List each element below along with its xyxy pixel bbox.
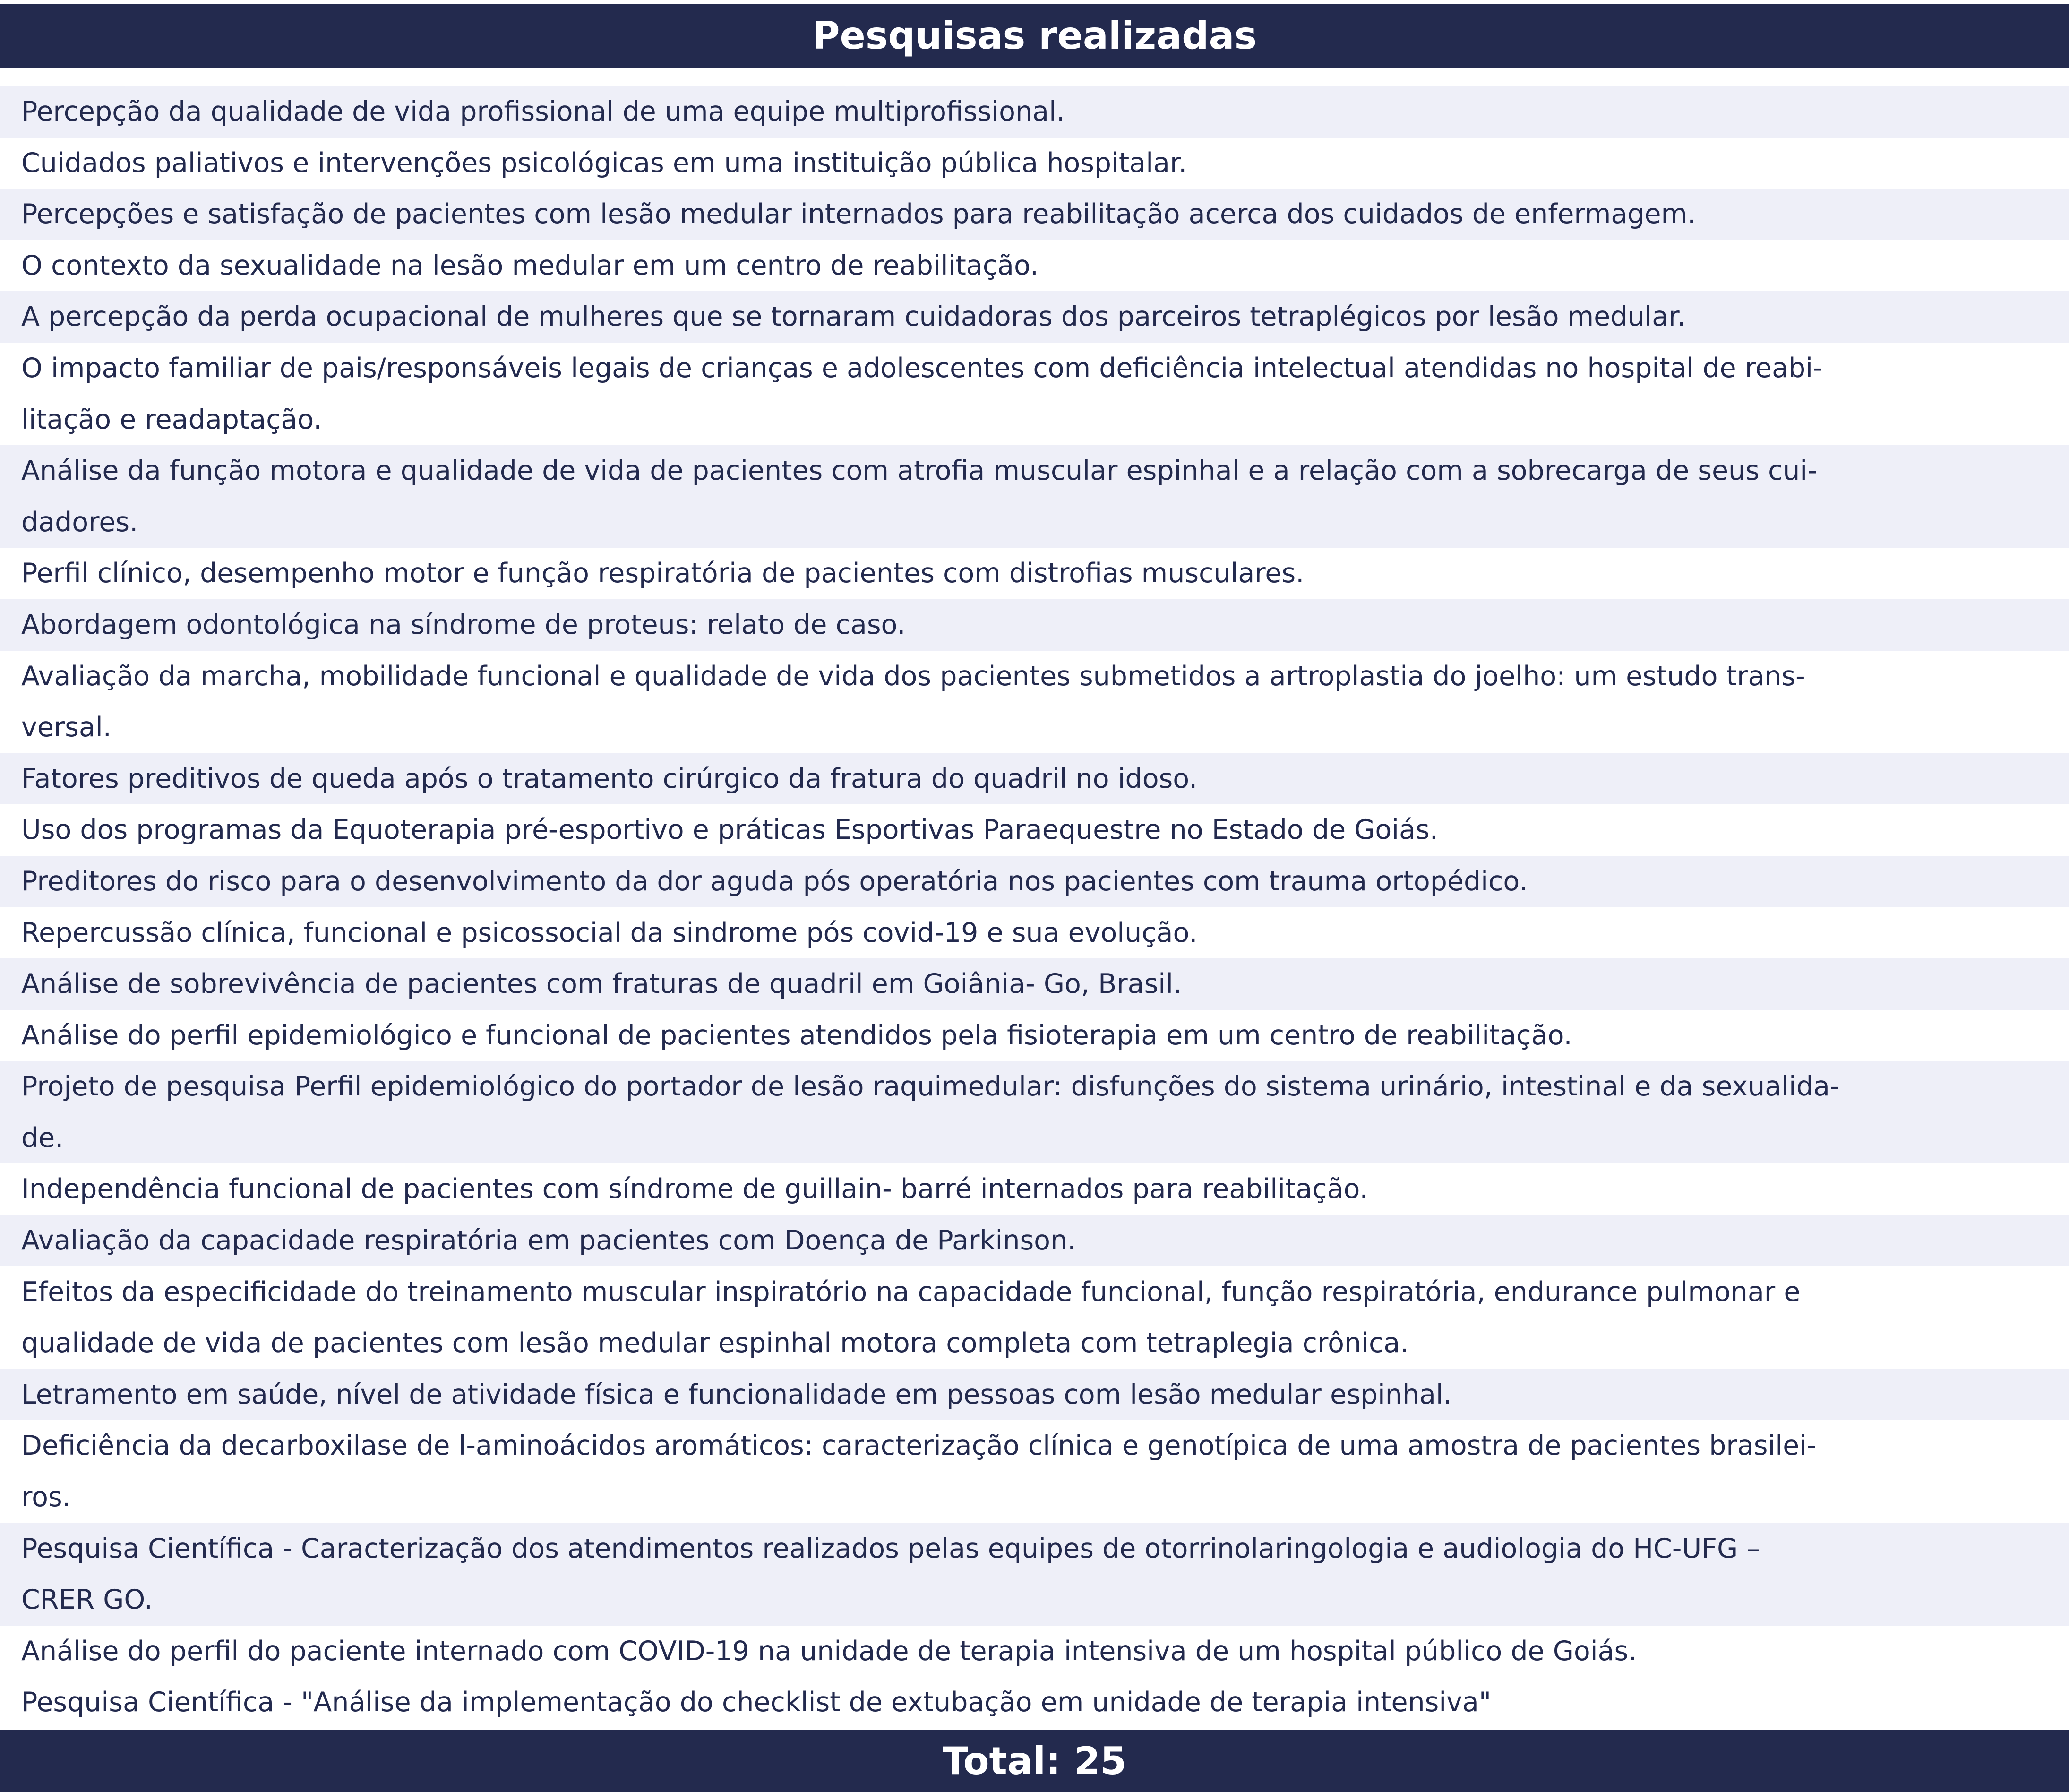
list-item: Repercussão clínica, funcional e psicossocial da sindrome pós covid-19 e sua evolução. <box>0 907 2069 959</box>
list-item: Análise da função motora e qualidade de vida de pacientes com atrofia muscular espinhal e a relação com a sobrecarga de seus cui- dadores. <box>0 445 2069 548</box>
list-item: Perfil clínico, desempenho motor e função respiratória de pacientes com distrofias musculares. <box>0 548 2069 599</box>
list-item: Fatores preditivos de queda após o tratamento cirúrgico da fratura do quadril no idoso. <box>0 753 2069 805</box>
list-item: A percepção da perda ocupacional de mulheres que se tornaram cuidadoras dos parceiros tetraplégicos por lesão medular. <box>0 291 2069 343</box>
list-item: Avaliação da capacidade respiratória em pacientes com Doença de Parkinson. <box>0 1215 2069 1266</box>
list-item: Preditores do risco para o desenvolvimento da dor aguda pós operatória nos pacientes com trauma ortopédico. <box>0 856 2069 907</box>
list-item: Deficiência da decarboxilase de l-aminoácidos aromáticos: caracterização clínica e genotípica de uma amostra de pacientes brasilei- ros. <box>0 1420 2069 1523</box>
list-item: O contexto da sexualidade na lesão medular em um centro de reabilitação. <box>0 240 2069 292</box>
list-item: Análise do perfil epidemiológico e funcional de pacientes atendidos pela fisioterapia em um centro de reabilitação. <box>0 1010 2069 1061</box>
list-item: Pesquisa Científica - "Análise da implementação do checklist de extubação em unidade de terapia intensiva" <box>0 1677 2069 1728</box>
list-item: Letramento em saúde, nível de atividade física e funcionalidade em pessoas com lesão medular espinhal. <box>0 1369 2069 1421</box>
list-item: Análise do perfil do paciente internado com COVID-19 na unidade de terapia intensiva de um hospital público de Goiás. <box>0 1626 2069 1677</box>
list-item: Abordagem odontológica na síndrome de proteus: relato de caso. <box>0 599 2069 651</box>
list-item: Independência funcional de pacientes com síndrome de guillain- barré internados para reabilitação. <box>0 1163 2069 1215</box>
list-item: Uso dos programas da Equoterapia pré-esportivo e práticas Esportivas Paraequestre no Estado de Goiás. <box>0 804 2069 856</box>
list-item: Projeto de pesquisa Perfil epidemiológico do portador de lesão raquimedular: disfunções do sistema urinário, intestinal e da sexualida- de. <box>0 1061 2069 1163</box>
total-count: Total: 25 <box>0 1730 2069 1792</box>
list-item: O impacto familiar de pais/responsáveis legais de crianças e adolescentes com deficiência intelectual atendidas no hospital de reabi- litação e readaptação. <box>0 343 2069 445</box>
list-item: Pesquisa Científica - Caracterização dos atendimentos realizados pelas equipes de otorrinolaringologia e audiologia do HC-UFG – CRER GO. <box>0 1523 2069 1626</box>
list-item: Cuidados paliativos e intervenções psicológicas em uma instituição pública hospitalar. <box>0 138 2069 189</box>
list-item: Percepção da qualidade de vida profissional de uma equipe multiprofissional. <box>0 86 2069 138</box>
list-item: Análise de sobrevivência de pacientes com fraturas de quadril em Goiânia- Go, Brasil. <box>0 958 2069 1010</box>
list-item: Avaliação da marcha, mobilidade funcional e qualidade de vida dos pacientes submetidos a artroplastia do joelho: um estudo trans- versal. <box>0 651 2069 753</box>
research-list <box>0 86 2069 1728</box>
page-title: Pesquisas realizadas <box>0 4 2069 68</box>
list-item: Percepções e satisfação de pacientes com lesão medular internados para reabilitação acerca dos cuidados de enfermagem. <box>0 189 2069 240</box>
list-item: Efeitos da especificidade do treinamento muscular inspiratório na capacidade funcional, função respiratória, endurance pulmonar e qualidade de vida de pacientes com lesão medular espinhal motora completa com tetraplegia crônica. <box>0 1266 2069 1369</box>
